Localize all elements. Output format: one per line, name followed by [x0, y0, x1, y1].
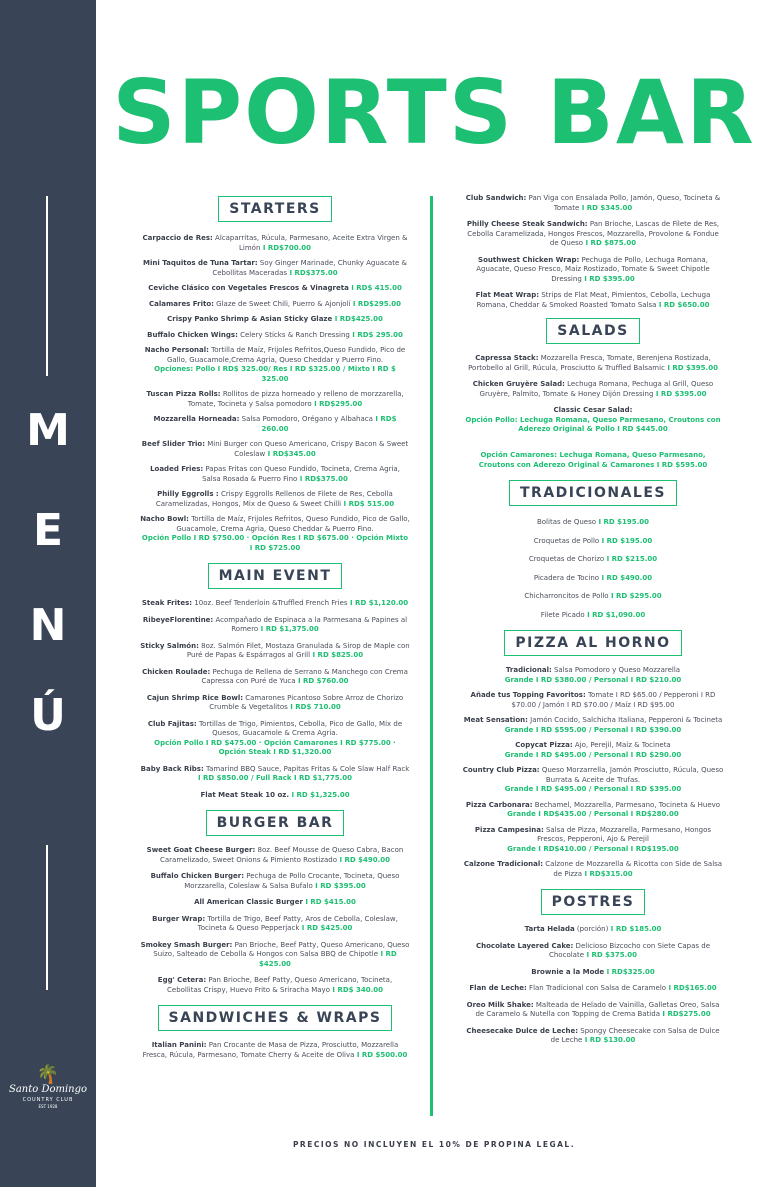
menu-item: [462, 611, 724, 621]
menu-item: [140, 490, 410, 509]
menu-item: [462, 984, 724, 994]
item-price: I RD$ 340.00: [329, 985, 383, 994]
item-description: Lechuga Romana, Pechuga al Grill, Queso Gruyère, Palmito, Tomate & Honey Dijón Dressing: [479, 380, 714, 398]
item-name: All American Classic Burger: [194, 898, 303, 906]
item-name: Classic Cesar Salad:: [553, 406, 633, 414]
item-price: I RD $415.00: [302, 898, 356, 906]
item-price: I RD$295.00: [311, 399, 363, 408]
section-main-event: MAIN EVENT: [208, 563, 343, 589]
item-price: I RD $490.00: [599, 573, 653, 582]
item-description: Calzone de Mozzarella & Ricotta con Side de Salsa de Pizza: [543, 860, 723, 878]
item-description: Picadera de Tocino: [533, 573, 600, 582]
menu-item: [140, 440, 410, 459]
item-name: Club Sandwich:: [465, 194, 527, 202]
sidebar-letter-e: E: [32, 505, 64, 556]
column-divider: [430, 196, 433, 1116]
item-options: Grande I RD$410.00 / Personal I RD$195.00: [507, 844, 679, 853]
item-description: Pan Crocante de Masa de Pizza, Prosciutto, Mozzarella Fresca, Rúcula, Parmesano, Tomate Cherry & Aceite de Oliva: [142, 1041, 399, 1059]
logo-script: Santo Domingo: [8, 1084, 88, 1095]
item-options: Grande I RD $495.00 / Personal I RD $290.00: [504, 750, 682, 759]
menu-item: [462, 555, 724, 565]
item-description: Salsa Pomodoro, Orégano y Albahaca: [239, 415, 373, 423]
item-price: I RD $1,120.00: [347, 599, 409, 607]
menu-item: [140, 915, 410, 934]
menu-item: [140, 331, 410, 341]
item-name: Cajun Shrimp Rice Bowl:: [146, 693, 244, 702]
menu-item: [462, 968, 724, 978]
menu-item: [140, 668, 410, 687]
logo-est: EST 1928: [38, 1104, 58, 1109]
item-description: Salsa Pomodoro y Queso Mozzarella: [551, 666, 681, 674]
menu-item: [140, 846, 410, 865]
item-name: Copycat Pizza:: [515, 741, 573, 749]
item-name: Ceviche Clásico con Vegetales Frescos & Vinagreta: [148, 284, 349, 292]
item-description: Mozzarella Fresca, Tomate, Berenjena Rostizada, Portobello al Grill, Rúcula, Prosciutto & Truffled Balsamic: [468, 354, 711, 372]
item-description: Croquetas de Pollo: [533, 536, 600, 545]
menu-item: [140, 616, 410, 635]
menu-item: [140, 898, 410, 908]
list-salads: [462, 354, 724, 470]
item-price: I RD$345.00: [265, 449, 316, 458]
sidebar-line-top: [46, 196, 48, 376]
item-description: Chicharroncitos de Pollo: [524, 592, 609, 600]
item-name: Flan de Leche:: [469, 984, 527, 992]
item-name: Philly Cheese Steak Sandwich:: [466, 220, 588, 228]
item-options: Grande I RD $595.00 / Personal I RD $390.00: [504, 725, 682, 734]
item-price: I RD $760.00: [295, 677, 349, 685]
list-main-event: [140, 599, 410, 800]
menu-item: [462, 1001, 724, 1020]
item-description: Spongy Cheesecake con Salsa de Dulce de Leche: [550, 1026, 720, 1044]
menu-item: [462, 801, 724, 820]
item-price: I RD $650.00: [656, 300, 710, 309]
sidebar-letter-u: Ú: [30, 690, 66, 741]
list-tradicionales: [462, 518, 724, 620]
menu-item: [462, 942, 724, 961]
menu-item: [462, 291, 724, 310]
palm-icon: 🌴: [36, 1064, 60, 1085]
menu-item: [462, 574, 724, 584]
item-description: Acompañado de Espinaca a la Parmesana & Papines al Romero: [213, 615, 408, 633]
item-description: Tortilla de Maíz, Frijoles Refritos,Queso Fundido, Pico de Gallo, Guacamole,Crema Agria, Queso Cheddar y Puerro Fino.: [166, 346, 406, 364]
item-name: Tuscan Pizza Rolls:: [146, 390, 221, 398]
menu-item: [462, 194, 724, 213]
menu-item: [140, 694, 410, 713]
item-name: Tarta Helada: [524, 925, 575, 933]
item-description: Bechamel, Mozzarella, Parmesano, Tocineta & Huevo: [532, 800, 721, 809]
item-price: I RD $395.00: [581, 274, 635, 283]
item-price: I RD $875.00: [583, 239, 637, 247]
list-burger-bar: [140, 846, 410, 995]
item-name: Mozzarella Horneada:: [153, 415, 240, 423]
item-description: Pan Brioche, Beef Patty, Queso Americano, Queso Suizo, Salteado de Cebolla & Hongos con Salsa BBQ de Chipotle: [153, 940, 410, 958]
item-description: Pan Brioche, Lascas de Filete de Res, Cebolla Caramelizada, Hongos Frescos, Mozzarella, Provolone & Fondue de Queso: [467, 220, 720, 247]
item-price: I RD$ 710.00: [287, 703, 341, 711]
item-name: Pizza Campesina:: [474, 825, 544, 834]
menu-item: [462, 766, 724, 795]
item-options: Opción Pollo: Lechuga Romana, Queso Parmesano, Croutons con Aderezo Original & Pollo I RD $445.00: [465, 415, 721, 433]
page-title: SPORTS BAR: [112, 61, 756, 164]
item-options: Opciones: Pollo I RD$ 325.00/ Res I RD $325.00 / Mixto I RD $ 325.00: [154, 365, 396, 383]
item-price: I RD$ 415.00: [348, 284, 402, 292]
item-price: I RD$375.00: [297, 474, 348, 483]
item-description: Jamón Cocido, Salchicha Italiana, Pepperoni & Tocineta: [527, 716, 723, 724]
menu-item: [462, 925, 724, 935]
item-name: Crispy Panko Shrimp & Asian Sticky Glaze: [167, 315, 333, 323]
item-description: 10oz. Beef Tenderloin &Truffled French Fries: [192, 599, 348, 607]
item-price: I RD $425.00: [259, 950, 397, 968]
item-price: I RD $130.00: [582, 1036, 636, 1044]
item-description: 8oz. Beef Mousse de Queso Cabra, Bacon Caramelizado, Sweet Onions & Pimiento Rostizado: [159, 846, 404, 864]
menu-item: [462, 716, 724, 735]
item-description: Papas Fritas con Queso Fundido, Tocineta, Crema Agria, Salsa Rosada & Puerro Fino: [202, 465, 400, 483]
menu-item: [140, 791, 410, 801]
item-price: I RD $490.00: [337, 855, 391, 864]
menu-item: [140, 1041, 410, 1060]
item-name: Italian Panini:: [151, 1041, 207, 1049]
item-price: I RD$700.00: [260, 243, 311, 252]
item-price: I RD $1,090.00: [584, 610, 646, 619]
item-description: Pan Viga con Ensalada Pollo, Jamón, Queso, Tocineta & Tomate: [526, 194, 721, 212]
item-description: Queso Morzarrella, Jamón Prosciutto, Rúcula, Queso Burrata & Aceite de Trufas.: [539, 766, 724, 784]
item-price: I RD$295.00: [350, 299, 402, 308]
left-column: [140, 0, 410, 1066]
logo-club: COUNTRY CLUB: [22, 1097, 74, 1103]
menu-item: [140, 284, 410, 294]
section-starters: STARTERS: [218, 196, 332, 222]
item-options: Grande I RD $495.00 / Personal I RD $395.00: [504, 785, 682, 793]
menu-item: [140, 234, 410, 253]
list-postres: [462, 925, 724, 1046]
item-name: Country Club Pizza:: [462, 766, 540, 774]
item-options: Grande I RD $380.00 / Personal I RD $210.00: [504, 675, 682, 684]
item-description: Tomate I RD $65.00 / Pepperoni I RD $70.00 / Jamón I RD $70.00 / Maíz I RD $95.00: [511, 691, 716, 709]
menu-item: [462, 442, 724, 471]
item-description: Tortilla de Trigo, Beef Patty, Aros de Cebolla, Coleslaw, Tocineta & Queso Pepperjack: [197, 914, 398, 932]
menu-item: [140, 599, 410, 609]
item-name: Calamares Frito:: [148, 299, 214, 308]
item-description: (porción): [574, 925, 609, 933]
item-price: I RD $215.00: [604, 555, 658, 563]
item-name: Nacho Bowl:: [140, 515, 189, 523]
item-description: Crispy Eggrolls Rellenos de Filete de Res, Cebolla Caramelizadas, Hongos, Mix de Queso & Sweet Chilli: [155, 490, 393, 508]
menu-item: [462, 380, 724, 399]
sidebar: [0, 0, 96, 1187]
item-options: Opción Pollo I RD $475.00 · Opción Camarones I RD $775.00 · Opción Steak I RD $1,320.00: [154, 738, 396, 756]
menu-item: [140, 315, 410, 325]
item-price: I RD $425.00: [299, 924, 353, 932]
item-name: RibeyeFlorentine:: [142, 615, 214, 624]
menu-item: [462, 741, 724, 760]
item-price: I RD$325.00: [604, 967, 655, 976]
menu-item: [140, 465, 410, 484]
item-name: Añade tus Topping Favoritos:: [470, 691, 586, 699]
item-description: 8oz. Salmón Filet, Mostaza Granulada & Sirop de Maple con Puré de Papas & Espárragos al Grill: [186, 641, 410, 659]
section-salads: SALADS: [546, 318, 639, 344]
menu-item: [462, 826, 724, 855]
item-description: Camarones Picantoso Sobre Arroz de Chorizo Crumble & Vegetalitos: [209, 693, 404, 711]
menu-item: [140, 765, 410, 784]
item-description: Pechuga de Pollo Crocante, Tocineta, Queso Morzzarella, Coleslaw & Salsa Bufalo: [184, 872, 400, 890]
item-name: Chicken Roulade:: [142, 667, 211, 676]
item-price: I RD$ 515.00: [341, 499, 395, 508]
menu-item: [462, 666, 724, 685]
section-postres: POSTRES: [541, 889, 646, 915]
item-name: Nacho Personal:: [144, 346, 209, 354]
sidebar-letter-n: N: [29, 600, 67, 651]
sidebar-letter-m: M: [26, 405, 70, 456]
item-price: I RD $345.00: [579, 203, 633, 212]
item-name: Carpaccio de Res:: [142, 234, 213, 242]
section-burger-bar: BURGER BAR: [206, 810, 345, 836]
item-name: Cheesecake Dulce de Leche:: [466, 1026, 579, 1035]
item-name: Sweet Goat Cheese Burger:: [146, 846, 256, 854]
item-description: Tortilla de Maíz, Frijoles Refritos, Queso Fundido, Pico de Gallo, Guacamole, Crema Agria, Queso Cheddar & Puerro Fino.: [176, 515, 410, 533]
item-price: I RD $395.00: [653, 389, 707, 398]
item-name: Pizza Carbonara:: [465, 800, 533, 809]
item-price: I RD$275.00: [660, 1010, 711, 1018]
item-name: Buffalo Chicken Burger:: [150, 872, 245, 880]
item-price: I RD$ 295.00: [349, 330, 403, 339]
item-description: Filete Picado: [540, 610, 585, 619]
item-name: Philly Eggrolls :: [157, 490, 219, 498]
menu-item: [462, 406, 724, 435]
footer-note: PRECIOS NO INCLUYEN EL 10% DE PROPINA LEGAL.: [292, 1140, 576, 1149]
list-starters: [140, 234, 410, 553]
item-name: Oreo Milk Shake:: [466, 1000, 534, 1009]
item-options: Opción Pollo I RD $750.00 · Opción Res I RD $675.00 · Opción Mixto I RD $725.00: [141, 534, 409, 552]
item-description: Delicioso Bizcocho con Siete Capas de Chocolate: [548, 941, 711, 959]
menu-item: [140, 415, 410, 434]
item-price: I RD $295.00: [608, 592, 662, 600]
right-column: [462, 0, 724, 1053]
item-description: Malteada de Helado de Vainilla, Galletas Oreo, Salsa de Caramelo & Nutella con Topping de Crema Batida: [475, 1000, 720, 1018]
list-pizza: [462, 666, 724, 879]
item-options: Grande I RD$435.00 / Personal I RD$280.00: [507, 810, 679, 818]
item-price: I RD$315.00: [582, 869, 633, 878]
item-price: I RD $500.00: [354, 1050, 408, 1059]
list-sandwiches-left: [140, 1041, 410, 1060]
sidebar-line-bottom: [46, 845, 48, 990]
section-pizza: PIZZA AL HORNO: [504, 630, 681, 656]
item-description: Pechuga de Rellena de Serrano & Manchego con Crema Capressa con Puré de Yuca: [201, 667, 408, 685]
item-price: I RD $395.00: [664, 363, 718, 372]
item-price: I RD $185.00: [608, 925, 662, 933]
item-price: I RD $375.00: [584, 951, 638, 959]
item-description: Flan Tradicional con Salsa de Caramelo: [526, 984, 667, 992]
item-name: Southwest Chicken Wrap:: [478, 255, 580, 264]
item-name: Burger Wrap:: [152, 914, 206, 923]
menu-item: [140, 642, 410, 661]
item-name: Calzone Tradicional:: [463, 860, 544, 868]
section-tradicionales: TRADICIONALES: [509, 480, 677, 506]
menu-item: [462, 592, 724, 602]
item-description: Mini Burger con Queso Americano, Crispy Bacon & Sweet Coleslaw: [205, 440, 409, 458]
item-name: Smokey Smash Burger:: [140, 940, 233, 949]
item-description: Salsa de Pizza, Mozzarella, Parmesano, Hongos Frescos, Pepperoni, Ajo & Perejil: [537, 825, 712, 843]
item-price: I RD $825.00: [310, 651, 364, 659]
item-description: Pechuga de Pollo, Lechuga Romana, Aguacate, Queso Fresco, Maíz Rostizado, Tomate & Sweet Chipotle Dressing: [476, 255, 710, 283]
menu-item: [140, 941, 410, 970]
item-price: I RD$165.00: [666, 984, 717, 992]
menu-item: [140, 300, 410, 310]
item-name: Loaded Fries:: [150, 465, 204, 473]
menu-item: [140, 346, 410, 384]
item-description: Tortillas de Trigo, Pimientos, Cebolla, Pico de Gallo, Mix de Quesos, Guacamole & Crema Agria.: [196, 719, 403, 737]
list-sandwiches-right: [462, 194, 724, 310]
item-price: I RD $195.00: [599, 536, 653, 545]
item-name: Beef Slider Trio:: [141, 440, 206, 448]
item-description: Celery Sticks & Ranch Dressing: [237, 330, 350, 339]
item-price: I RD $195.00: [596, 518, 650, 526]
item-name: Steak Frites:: [141, 599, 193, 607]
item-name: Egg' Cetera:: [157, 976, 207, 984]
menu-item: [462, 537, 724, 547]
item-name: Mini Taquitos de Tuna Tartar:: [143, 259, 258, 267]
menu-item: [140, 259, 410, 278]
club-logo: [8, 1066, 88, 1110]
menu-item: [462, 354, 724, 373]
item-description: Rollitos de pizza horneado y relleno de morzzarella, Tomate, Tocineta y Salsa pomodoro: [187, 390, 404, 408]
item-description: Tamarind BBQ Sauce, Papitas Fritas & Cole Slaw Half Rack: [203, 764, 410, 773]
item-description: Glaze de Sweet Chili, Puerro & Ajonjolí: [213, 299, 351, 308]
item-description: Soy Ginger Marinade, Chunky Aguacate & Cebollitas Maceradas: [212, 259, 407, 277]
item-name: Brownie a la Mode: [531, 967, 605, 976]
menu-item: [462, 220, 724, 249]
item-name: Flat Meat Wrap:: [475, 291, 540, 299]
item-description: Pan Brioche, Beef Patty, Queso Americano, Tocineta, Cebollitas Crispy, Huevo Frito & Sriracha Mayo: [167, 976, 393, 994]
menu-item: [462, 518, 724, 528]
item-description: Ajo, Perejil, Maíz & Tocineta: [572, 741, 671, 749]
item-name: Baby Back Ribs:: [140, 764, 204, 773]
item-name: Chicken Gruyère Salad:: [472, 380, 565, 388]
item-price: I RD $395.00: [312, 881, 366, 890]
item-name: Buffalo Chicken Wings:: [147, 330, 238, 339]
item-description: Strips de Flat Meat, Pimientos, Cebolla, Lechuga Romana, Cheddar & Smoked Roasted Tomato Salsa: [476, 291, 711, 309]
item-name: Sticky Salmón:: [140, 641, 199, 650]
item-description: Alcaparritas, Rúcula, Parmesano, Aceite Extra Virgen & Limón: [212, 234, 408, 252]
item-options: Opción Camarones: Lechuga Romana, Queso Parmesano, Croutons con Aderezo Original & Camarones I RD $595.00: [478, 451, 708, 469]
menu-item: [140, 720, 410, 758]
menu-item: [462, 860, 724, 879]
item-price: I RD$375.00: [287, 268, 338, 277]
item-name: Capressa Stack:: [475, 354, 539, 362]
menu-item: [462, 1027, 724, 1046]
menu-item: [140, 872, 410, 891]
item-description: Croquetas de Chorizo: [528, 555, 605, 563]
menu-item: [140, 390, 410, 409]
section-sandwiches: SANDWICHES & WRAPS: [158, 1005, 393, 1031]
item-name: Meat Sensation:: [463, 716, 528, 724]
item-price: I RD $1,375.00: [258, 625, 319, 633]
item-name: Tradicional:: [505, 666, 552, 674]
item-price: I RD $850.00 / Full Rack I RD $1,775.00: [197, 774, 353, 782]
item-name: Flat Meat Steak 10 oz.: [200, 790, 290, 799]
item-description: Bolitas de Queso: [536, 518, 597, 526]
item-price: I RD $1,325.00: [289, 790, 350, 799]
item-name: Chocolate Layered Cake:: [475, 941, 574, 950]
menu-item: [140, 976, 410, 995]
menu-item: [140, 515, 410, 553]
item-price: I RD$ 260.00: [261, 415, 397, 433]
menu-item: [462, 691, 724, 710]
item-price: I RD$425.00: [332, 315, 383, 323]
item-name: Club Fajitas:: [147, 719, 197, 728]
menu-item: [462, 256, 724, 285]
